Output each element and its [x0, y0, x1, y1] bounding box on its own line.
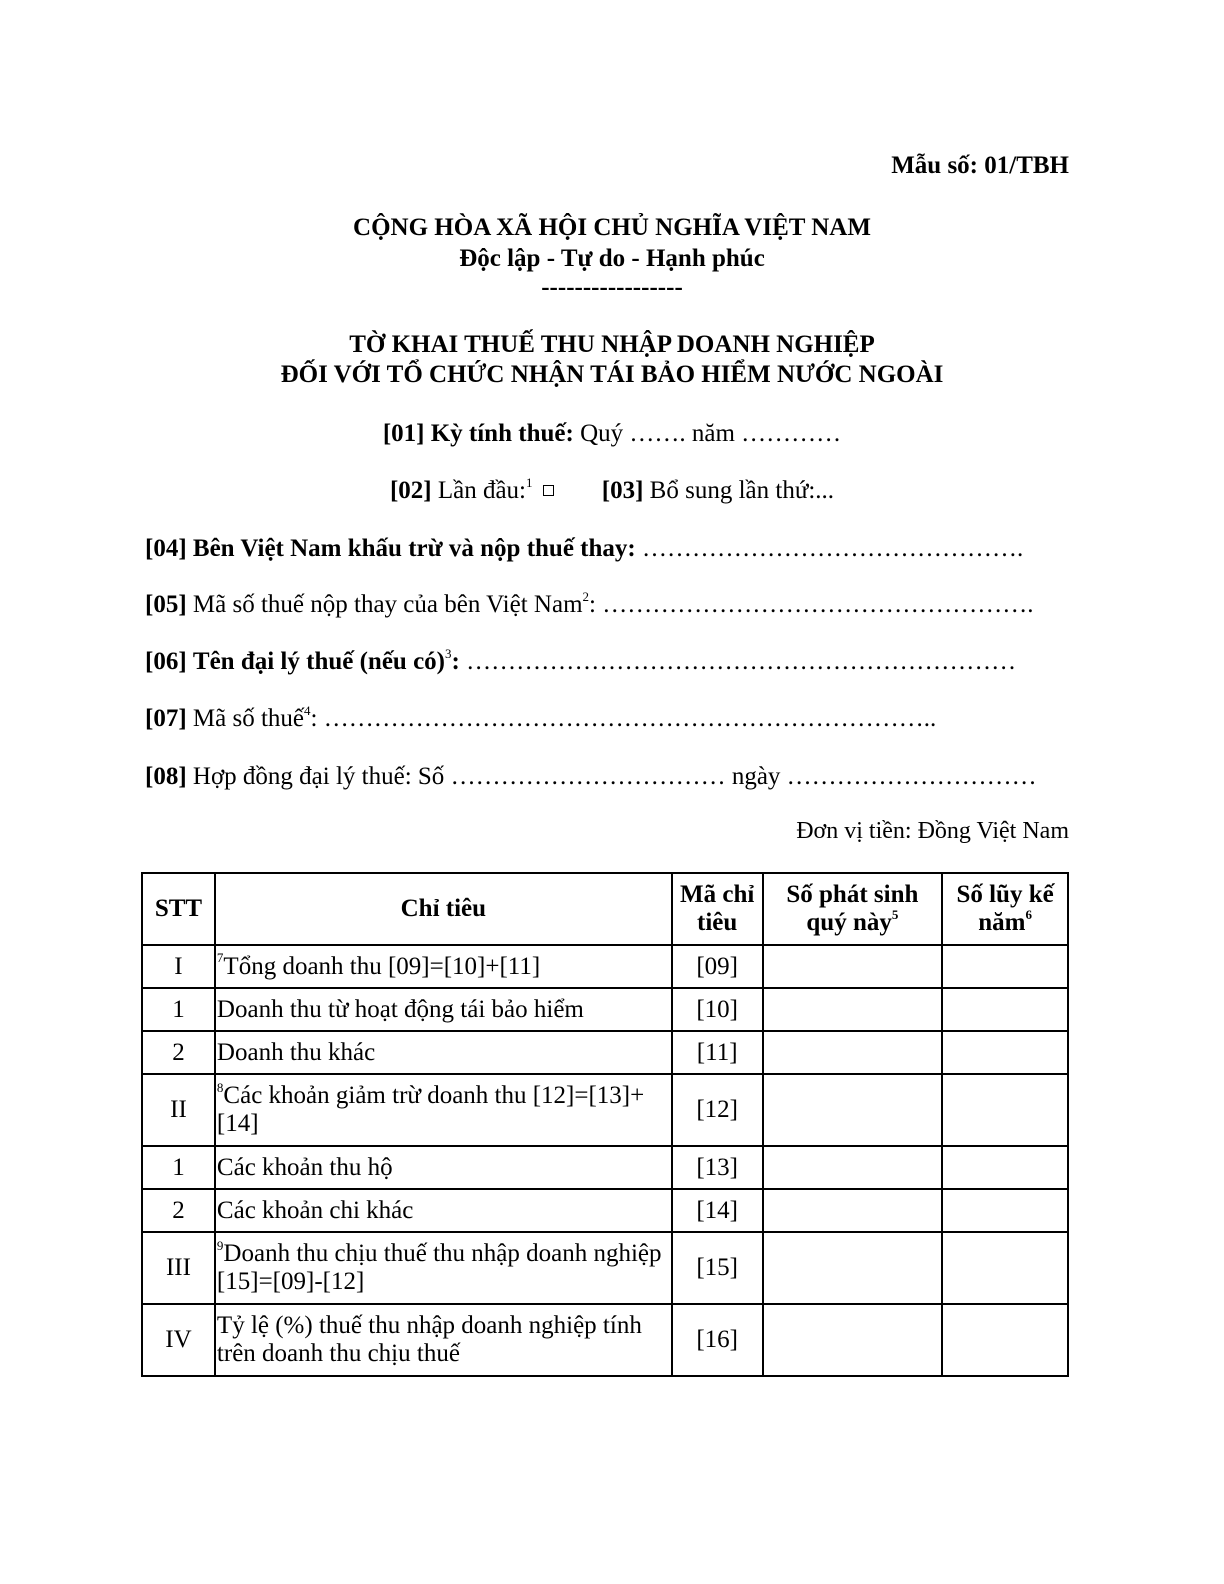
footnote-ref-5: 5	[891, 906, 899, 922]
header-indicator: Chỉ tiêu	[215, 873, 672, 945]
field-08-label: Hợp đồng đại lý thuế: Số	[192, 763, 445, 790]
table-row	[142, 1232, 1068, 1304]
footnote-ref-4: 4	[304, 702, 311, 718]
tax-agent-code-field	[145, 703, 936, 734]
field-02-label: Lần đầu:	[437, 477, 527, 504]
row-indicator: Các khoản thu hộ	[215, 1146, 672, 1189]
field-07-value[interactable]: : ………………………………………………………………..	[310, 705, 937, 732]
footnote-ref: 8	[216, 1079, 224, 1095]
tax-agent-contract-field	[145, 761, 1037, 792]
row-current-cell[interactable]	[763, 1074, 943, 1146]
row-code: [13]	[672, 1146, 763, 1189]
motto: Độc lập - Tự do - Hạnh phúc	[459, 245, 765, 272]
row-indicator: Các khoản chi khác	[215, 1189, 672, 1232]
footnote-ref: 7	[216, 950, 224, 966]
header-current-quarter: Số phát sinh quý này$^5$	[763, 873, 943, 945]
field-08-value[interactable]: …………………………… ngày …………………………	[450, 763, 1037, 790]
tax-period-field	[0, 418, 1224, 449]
table-row	[142, 1304, 1068, 1376]
row-stt: 2	[142, 1031, 215, 1074]
indicator-table	[141, 872, 1069, 1377]
row-indicator: Doanh thu từ hoạt động tái bảo hiểm	[215, 988, 672, 1031]
row-stt: I	[142, 945, 215, 988]
field-03-code: [03]	[601, 477, 644, 504]
footnote-ref-6: 6	[1025, 906, 1032, 922]
row-cumulative-cell[interactable]	[942, 1304, 1068, 1376]
row-cumulative-cell[interactable]	[942, 1074, 1068, 1146]
row-code: [15]	[672, 1232, 763, 1304]
header-stt: STT	[142, 873, 215, 945]
field-04-code: [04]	[145, 535, 187, 562]
row-indicator: Tỷ lệ (%) thuế thu nhập doanh nghiệp tính trên doanh thu chịu thuế	[215, 1304, 672, 1376]
row-cumulative-cell[interactable]	[942, 1189, 1068, 1232]
field-06-colon: :	[451, 648, 460, 675]
field-05-value[interactable]: : …………………………………………….	[589, 591, 1034, 618]
field-05-label: Mã số thuế nộp thay của bên Việt Nam	[192, 591, 583, 618]
row-current-cell[interactable]	[763, 1146, 943, 1189]
footnote-ref-1: 1	[526, 474, 533, 490]
table-row	[142, 945, 1068, 988]
footnote-ref-3: 3	[445, 645, 452, 661]
row-indicator: $^9$Doanh thu chịu thuế thu nhập doanh nghiệp [15]=[09]-[12]	[215, 1232, 672, 1304]
table-row	[142, 1189, 1068, 1232]
field-04-value[interactable]: ……………………………………….	[641, 535, 1024, 562]
field-06-label: Tên đại lý thuế (nếu có)	[192, 648, 446, 675]
field-08-code: [08]	[145, 763, 187, 790]
row-indicator: $^7$Tổng doanh thu [09]=[10]+[11]	[215, 945, 672, 988]
row-current-cell[interactable]	[763, 1304, 943, 1376]
vietnam-party-field	[145, 533, 1023, 564]
currency-unit: Đơn vị tiền: Đồng Việt Nam	[796, 818, 1069, 844]
row-current-cell[interactable]	[763, 1189, 943, 1232]
field-01-label: Kỳ tính thuế:	[430, 420, 574, 447]
row-current-cell[interactable]	[763, 988, 943, 1031]
table-header-row	[142, 873, 1068, 945]
field-03-label[interactable]: Bổ sung lần thứ:...	[649, 477, 835, 504]
row-stt: 2	[142, 1189, 215, 1232]
field-05-code: [05]	[145, 591, 187, 618]
row-cumulative-cell[interactable]	[942, 1146, 1068, 1189]
document-title-line-1: TỜ KHAI THUẾ THU NHẬP DOANH NGHIỆP	[349, 331, 875, 358]
field-07-label: Mã số thuế	[192, 705, 305, 732]
row-stt: 1	[142, 1146, 215, 1189]
row-current-cell[interactable]	[763, 1232, 943, 1304]
field-06-code: [06]	[145, 648, 187, 675]
field-06-value[interactable]: …………………………………………………………	[466, 648, 1017, 675]
row-indicator: $^8$Các khoản giảm trừ doanh thu [12]=[13]+[14]	[215, 1074, 672, 1146]
field-02-code: [02]	[389, 477, 432, 504]
table-row	[142, 1146, 1068, 1189]
row-cumulative-cell[interactable]	[942, 1232, 1068, 1304]
vietnam-party-tax-code-field	[145, 589, 1033, 620]
heading-rule: -----------------	[541, 274, 683, 301]
footnote-ref: 9	[216, 1237, 224, 1253]
row-code: [09]	[672, 945, 763, 988]
document-title-line-2: ĐỐI VỚI TỔ CHỨC NHẬN TÁI BẢO HIỂM NƯỚC NGOÀI	[280, 361, 944, 388]
footnote-ref-2: 2	[582, 588, 590, 604]
row-code: [12]	[672, 1074, 763, 1146]
row-code: [10]	[672, 988, 763, 1031]
header-code: Mã chỉ tiêu	[672, 873, 763, 945]
tax-agent-name-field	[145, 646, 1016, 677]
table-row	[142, 1074, 1068, 1146]
form-number: Mẫu số: 01/TBH	[891, 152, 1069, 179]
nation-heading: CỘNG HÒA XÃ HỘI CHỦ NGHĨA VIỆT NAM	[353, 214, 871, 241]
first-time-checkbox[interactable]	[543, 485, 554, 496]
row-code: [16]	[672, 1304, 763, 1376]
row-stt: 1	[142, 988, 215, 1031]
field-07-code: [07]	[145, 705, 187, 732]
row-code: [14]	[672, 1189, 763, 1232]
row-cumulative-cell[interactable]	[942, 945, 1068, 988]
row-stt: II	[142, 1074, 215, 1146]
row-stt: III	[142, 1232, 215, 1304]
declaration-type-row	[0, 475, 1224, 506]
field-01-value[interactable]: Quý ……. năm …………	[580, 420, 842, 447]
table-row	[142, 988, 1068, 1031]
table-row	[142, 1031, 1068, 1074]
row-stt: IV	[142, 1304, 215, 1376]
field-01-code: [01]	[382, 420, 425, 447]
row-cumulative-cell[interactable]	[942, 1031, 1068, 1074]
row-indicator: Doanh thu khác	[215, 1031, 672, 1074]
header-cumulative-year: Số lũy kế năm$^6$	[942, 873, 1068, 945]
field-04-label: Bên Việt Nam khấu trừ và nộp thuế thay:	[192, 535, 636, 562]
row-cumulative-cell[interactable]	[942, 988, 1068, 1031]
row-current-cell[interactable]	[763, 945, 943, 988]
row-code: [11]	[672, 1031, 763, 1074]
row-current-cell[interactable]	[763, 1031, 943, 1074]
